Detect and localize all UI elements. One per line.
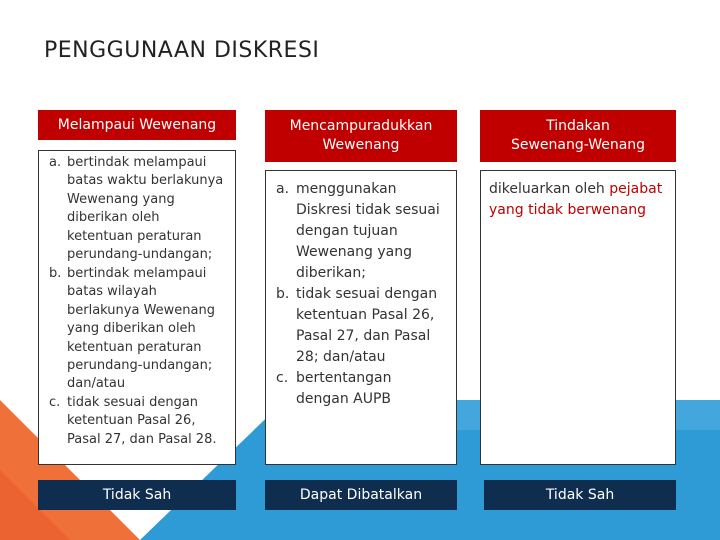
footer-mencampuradukkan-wewenang bbox=[265, 480, 457, 510]
footer-label: Tidak Sah bbox=[102, 487, 172, 503]
list-marker: b. bbox=[276, 286, 290, 302]
panel-tindakan-sewenang-wenang bbox=[480, 170, 676, 465]
header-label-line-2: Wewenang bbox=[322, 137, 400, 153]
header-label: Melampaui Wewenang bbox=[57, 116, 217, 133]
list-text: bertindak melampaui batas waktu berlakunya Wewenang yang diberikan oleh ketentuan peraturan perundang-undangan; bbox=[67, 155, 224, 263]
list-item bbox=[276, 284, 448, 368]
list-text: bertindak melampaui batas wilayah berlakunya Wewenang yang diberikan oleh ketentuan peraturan perundang-undangan; dan/atau bbox=[67, 265, 215, 392]
list-marker: c. bbox=[49, 394, 61, 410]
header-melampaui-wewenang bbox=[38, 110, 236, 140]
list-item bbox=[276, 179, 448, 284]
list-text: tidak sesuai dengan ketentuan Pasal 26, Pasal 27, dan Pasal 28. bbox=[67, 394, 217, 447]
footer-melampaui-wewenang bbox=[38, 480, 236, 510]
list-marker: c. bbox=[276, 370, 289, 386]
description-text: dikeluarkan oleh bbox=[489, 181, 605, 197]
list-text: bertentangan dengan AUPB bbox=[296, 370, 392, 407]
description-highlight: pejabat yang tidak berwenang bbox=[489, 181, 663, 218]
header-label-line-1: Tindakan bbox=[546, 118, 610, 135]
header-label-line-1: Mencampuradukkan bbox=[289, 118, 433, 135]
list-item bbox=[49, 394, 229, 449]
criteria-list bbox=[276, 179, 448, 410]
criteria-list bbox=[49, 154, 229, 449]
header-label-line-2: Sewenang-Wenang bbox=[510, 137, 646, 153]
list-item bbox=[276, 368, 448, 410]
list-item bbox=[49, 265, 229, 394]
list-marker: a. bbox=[49, 155, 62, 170]
header-mencampuradukkan-wewenang bbox=[265, 110, 457, 162]
footer-tindakan-sewenang-wenang bbox=[484, 480, 676, 510]
list-text: tidak sesuai dengan ketentuan Pasal 26, Pasal 27, dan Pasal 28; dan/atau bbox=[296, 286, 438, 365]
list-marker: a. bbox=[276, 181, 290, 197]
footer-label: Dapat Dibatalkan bbox=[299, 487, 423, 503]
page-title: PENGGUNAAN DISKRESI bbox=[44, 38, 320, 63]
panel-mencampuradukkan-wewenang bbox=[265, 170, 457, 465]
list-marker: b. bbox=[49, 265, 62, 281]
list-item bbox=[49, 154, 229, 265]
list-text: menggunakan Diskresi tidak sesuai dengan tujuan Wewenang yang diberikan; bbox=[296, 181, 440, 281]
panel-melampaui-wewenang bbox=[38, 150, 236, 465]
header-tindakan-sewenang-wenang bbox=[480, 110, 676, 162]
footer-label: Tidak Sah bbox=[545, 487, 615, 503]
